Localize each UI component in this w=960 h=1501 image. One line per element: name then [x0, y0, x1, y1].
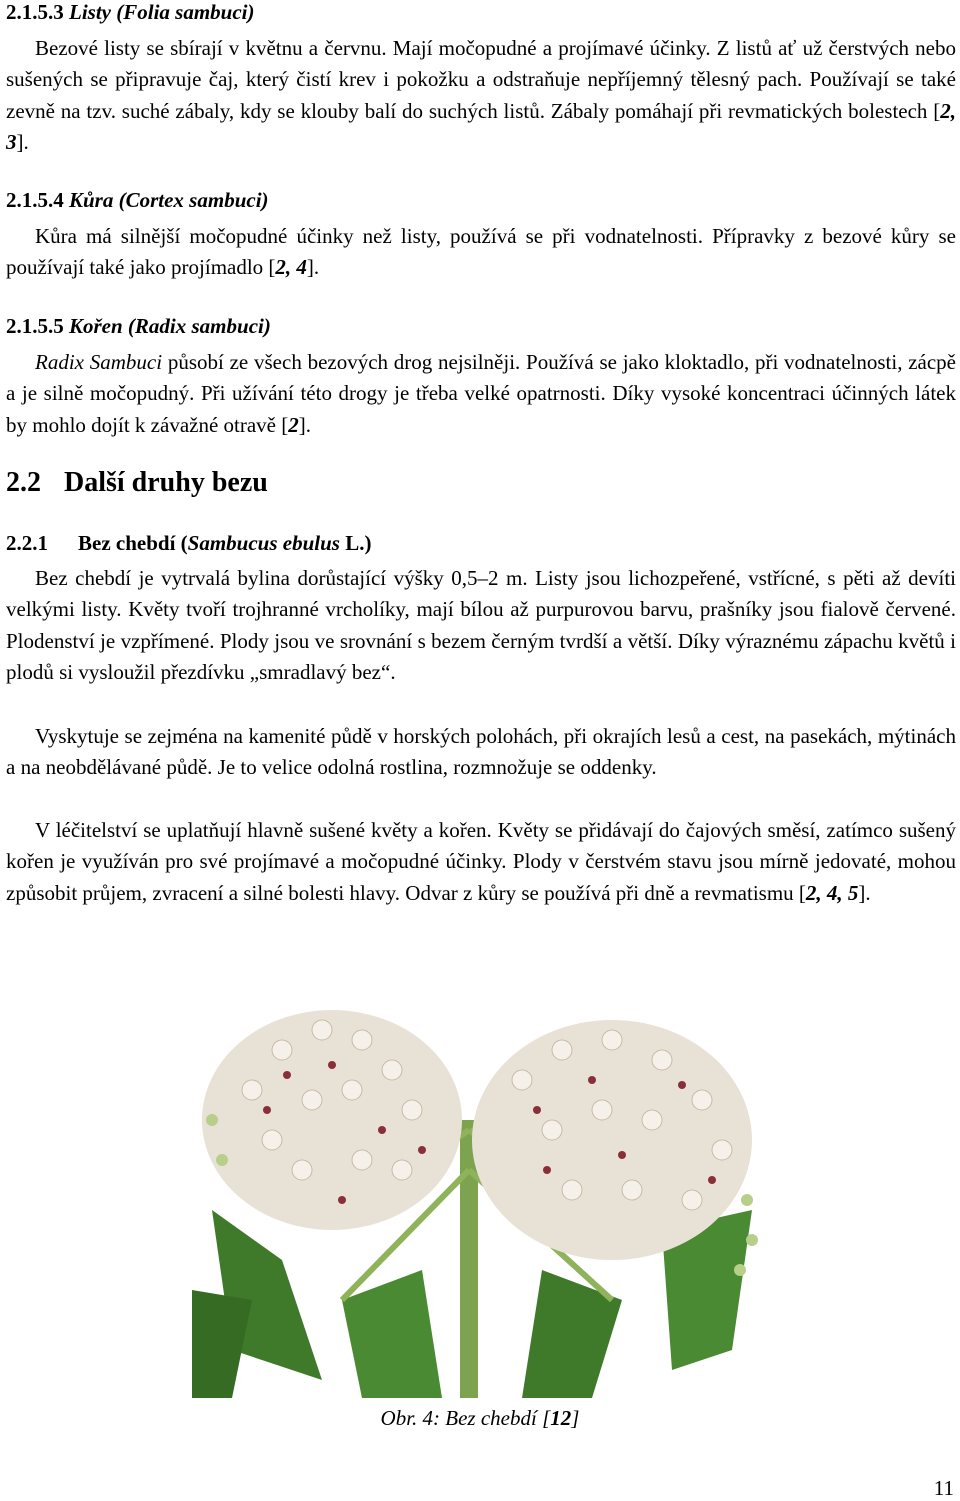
heading-number: 2.1.5.5 [6, 314, 64, 338]
paragraph-koren: Radix Sambuci působí ze všech bezových drog nejsilněji. Používá se jako kloktadlo, při vodnatelnosti, zácpě a je silně močopudný. Při užívání této drogy je třeba velké opatrnosti. Díky vysoké koncentraci účinných látek by mohlo dojít k závažné otravě [2]. [6, 350, 957, 437]
citation: 2, 4 [275, 255, 307, 280]
section-heading-listy [6, 0, 255, 27]
section-heading-koren [6, 311, 271, 341]
heading-number: 2.1.5.3 [6, 0, 64, 24]
citation: 2 [288, 412, 299, 437]
heading-text: Kořen (Radix sambuci) [69, 314, 271, 338]
paragraph-kura: Kůra má silnější močopudné účinky než listy, používá se při vodnatelnosti. Přípravky z bezové kůry se používají také jako projímadlo [2, 4]. [6, 224, 956, 280]
citation: 2, 4, 5 [805, 880, 859, 905]
paragraph-description: Bez chebdí je vytrvalá bylina dorůstající výšky 0,5–2 m. Listy jsou lichozpeřené, vstřícné, s pěti až devíti velkými listy. Květy tvoří trojhranné vrcholíky, mají bílou až purpurovou barvu, prašníky jsou fialově červené. Plodenství je vzpřímené. Plody jsou ve srovnání s bezem černým tvrdší a větší. Díky výraznému zápachu květů i plodů si vysloužil přezdívku „smradlavý bez“. [6, 566, 956, 684]
heading-number: 2.2.1 [6, 531, 48, 555]
page-number: 11 [933, 1476, 954, 1500]
dwarf-elder-photo [192, 970, 768, 1398]
chapter-heading [6, 466, 268, 500]
heading-text: Další druhy bezu [64, 467, 268, 498]
heading-text: Listy (Folia sambuci) [69, 0, 255, 24]
heading-number: 2.2 [6, 467, 41, 498]
citation: 12 [550, 1406, 572, 1430]
heading-text: Kůra (Cortex sambuci) [69, 188, 269, 212]
heading-number: 2.1.5.4 [6, 188, 64, 212]
figure-caption: Obr. 4: Bez chebdí [12] [380, 1406, 580, 1430]
section-heading-kura [6, 185, 269, 215]
paragraph-listy: Bezové listy se sbírají v květnu a červnu. Mají močopudné a projímavé účinky. Z listů ať už čerstvých nebo sušených se připravuje čaj, který čistí krev i pokožku a odstraňuje nepříjemný tělesný pach. Používají se také zevně na tzv. suché zábaly, kdy se klouby balí do suchých listů. Zábaly pomáhají při revmatických bolestech [2, 3]. [6, 36, 956, 154]
subsection-heading: 2.2.1 Bez chebdí (Sambucus ebulus L.) [6, 528, 371, 558]
citation: 2, 3 [6, 98, 956, 154]
paragraph-habitat: Vyskytuje se zejména na kamenité půdě v horských polohách, při okrajích lesů a cest, na pasekách, mýtinách a na neobdělávané půdě. Je to velice odolná rostlina, rozmnožuje se oddenky. [6, 724, 956, 780]
paragraph-medicine: V léčitelství se uplatňují hlavně sušené květy a kořen. Květy se přidávají do čajových směsí, zatímco sušený kořen je využíván pro své projímavé a močopudné účinky. Plody v čerstvém stavu jsou mírně jedovaté, mohou způsobit průjem, zvracení a silné bolesti hlavy. Odvar z kůry se používá při dně a revmatismu [2, 4, 5]. [6, 818, 956, 905]
